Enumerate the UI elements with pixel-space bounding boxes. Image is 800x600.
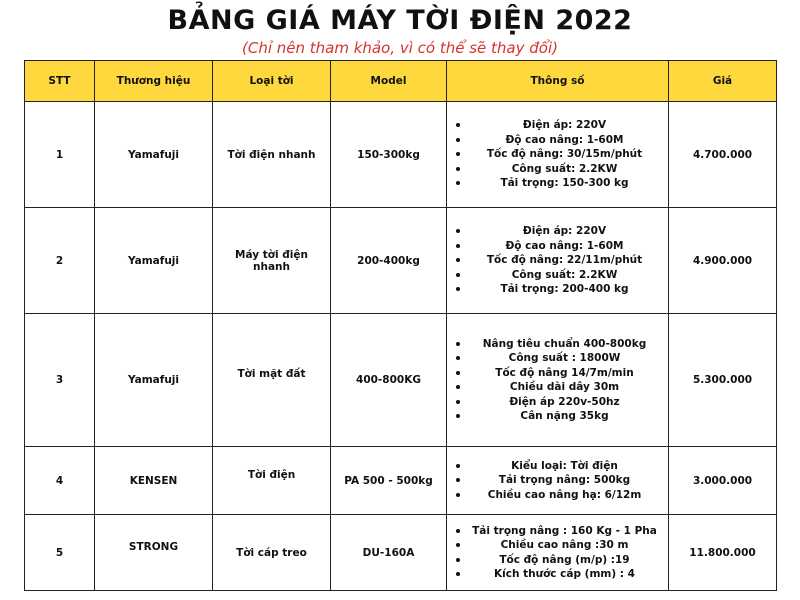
row-price: 5.300.000 xyxy=(669,314,777,447)
spec-item: Công suất: 2.2KW xyxy=(453,162,662,177)
row-specs xyxy=(447,208,669,314)
row-stt: 1 xyxy=(25,102,95,208)
spec-item: Tải trọng: 150-300 kg xyxy=(453,176,662,191)
spec-item: Tải trọng nâng: 500kg xyxy=(453,473,662,488)
row-stt: 2 xyxy=(25,208,95,314)
row-brand: Yamafuji xyxy=(95,102,213,208)
row-type: Tời cáp treo xyxy=(213,515,331,591)
column-header-stt: STT xyxy=(25,61,95,102)
table-header xyxy=(25,61,777,102)
spec-list xyxy=(453,224,662,297)
row-type: Máy tời điện nhanh xyxy=(213,208,331,314)
row-price: 11.800.000 xyxy=(669,515,777,591)
row-brand: KENSEN xyxy=(95,447,213,515)
spec-item: Công suất : 1800W xyxy=(453,351,662,366)
row-price: 3.000.000 xyxy=(669,447,777,515)
row-model: 150-300kg xyxy=(331,102,447,208)
table-row xyxy=(25,447,777,515)
row-model: 400-800KG xyxy=(331,314,447,447)
table-row xyxy=(25,314,777,447)
spec-item: Tốc độ nâng: 30/15m/phút xyxy=(453,147,662,162)
row-specs xyxy=(447,447,669,515)
row-brand: Yamafuji xyxy=(95,208,213,314)
spec-item: Tốc độ nâng: 22/11m/phút xyxy=(453,253,662,268)
spec-item: Điện áp 220v-50hz xyxy=(453,395,662,410)
spec-item: Điện áp: 220V xyxy=(453,224,662,239)
table-row xyxy=(25,208,777,314)
spec-item: Tốc độ nâng 14/7m/min xyxy=(453,366,662,381)
column-header-model: Model xyxy=(331,61,447,102)
spec-item: Nâng tiêu chuẩn 400-800kg xyxy=(453,337,662,352)
spec-list xyxy=(453,118,662,191)
column-header-type: Loại tời xyxy=(213,61,331,102)
spec-item: Chiều dài dây 30m xyxy=(453,380,662,395)
table-row xyxy=(25,102,777,208)
page-subtitle: (Chỉ nên tham khảo, vì có thể sẽ thay đổi) xyxy=(242,39,558,57)
spec-item: Tải trọng: 200-400 kg xyxy=(453,282,662,297)
spec-list xyxy=(453,459,662,503)
spec-list xyxy=(453,337,662,424)
column-header-brand: Thương hiệu xyxy=(95,61,213,102)
spec-item: Độ cao nâng: 1-60M xyxy=(453,239,662,254)
row-brand: Yamafuji xyxy=(95,314,213,447)
spec-item: Chiều cao nâng hạ: 6/12m xyxy=(453,488,662,503)
row-price: 4.900.000 xyxy=(669,208,777,314)
row-type xyxy=(213,314,331,447)
row-specs xyxy=(447,102,669,208)
header-row xyxy=(25,61,777,102)
row-model: DU-160A xyxy=(331,515,447,591)
spec-list xyxy=(453,524,662,582)
table-row xyxy=(25,515,777,591)
row-type-label: Tời mặt đất xyxy=(237,368,306,380)
spec-item: Kiểu loại: Tời điện xyxy=(453,459,662,474)
spec-item: Chiều cao nâng :30 m xyxy=(453,538,662,553)
table-body xyxy=(25,102,777,591)
column-header-price: Giá xyxy=(669,61,777,102)
row-specs xyxy=(447,314,669,447)
column-header-specs: Thông số xyxy=(447,61,669,102)
spec-item: Độ cao nâng: 1-60M xyxy=(453,133,662,148)
row-brand xyxy=(95,515,213,591)
spec-item: Tải trọng nâng : 160 Kg - 1 Pha xyxy=(453,524,662,539)
spec-item: Kích thước cáp (mm) : 4 xyxy=(453,567,662,582)
spec-item: Điện áp: 220V xyxy=(453,118,662,133)
row-model: 200-400kg xyxy=(331,208,447,314)
page-title: BẢNG GIÁ MÁY TỜI ĐIỆN 2022 xyxy=(167,5,633,36)
row-specs xyxy=(447,515,669,591)
spec-item: Cân nặng 35kg xyxy=(453,409,662,424)
row-price: 4.700.000 xyxy=(669,102,777,208)
row-stt: 5 xyxy=(25,515,95,591)
row-type xyxy=(213,447,331,515)
price-table xyxy=(24,60,777,591)
spec-item: Tốc độ nâng (m/p) :19 xyxy=(453,553,662,568)
row-stt: 3 xyxy=(25,314,95,447)
row-type-label: Tời điện xyxy=(247,468,296,481)
row-brand-label: STRONG xyxy=(128,540,179,553)
row-model: PA 500 - 500kg xyxy=(331,447,447,515)
row-stt: 4 xyxy=(25,447,95,515)
row-type: Tời điện nhanh xyxy=(213,102,331,208)
spec-item: Công suất: 2.2KW xyxy=(453,268,662,283)
